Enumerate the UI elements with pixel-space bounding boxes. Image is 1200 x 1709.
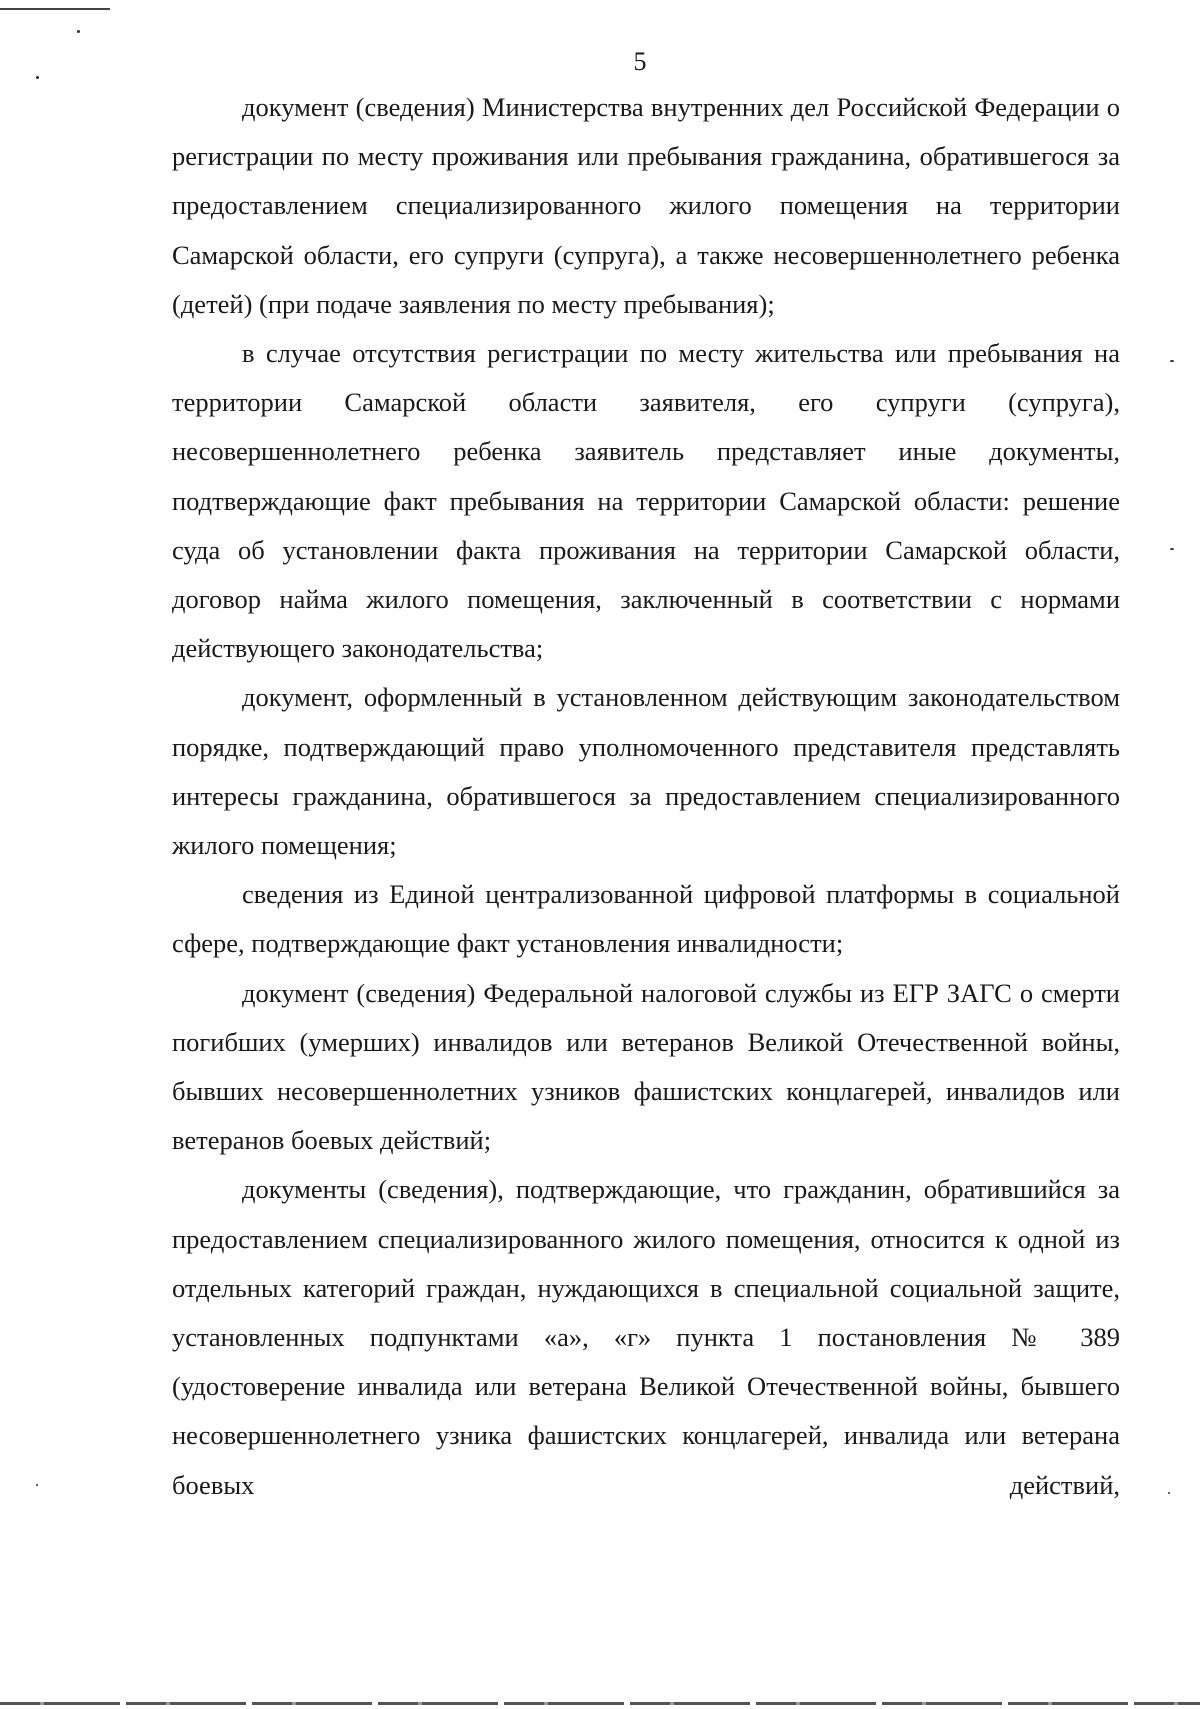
scan-speck bbox=[1170, 360, 1174, 362]
paragraph-disability-info: сведения из Единой централизованной цифровой платформы в социальной сфере, подтверждающие факт установления инвалидности; bbox=[172, 879, 1120, 959]
page-number: 5 bbox=[633, 47, 647, 76]
scan-speck bbox=[36, 1484, 38, 1486]
scan-artifact-line bbox=[0, 1702, 1200, 1705]
scan-speck bbox=[36, 76, 39, 79]
paragraph-mvd-registration: документ (сведения) Министерства внутренних дел Российской Федерации о регистрации по месту проживания или пребывания гражданина, обратившегося за предоставлением специализированного жилого помещения на территории Самарской области, его супруги (супруга), а также несовершеннолетнего ребенка (детей) (при подаче заявления по месту пребывания); bbox=[172, 92, 1120, 319]
scan-artifact-line bbox=[0, 8, 110, 10]
scan-speck bbox=[1170, 548, 1174, 550]
scan-speck bbox=[1168, 1492, 1170, 1494]
paragraph-fns-zags: документ (сведения) Федеральной налоговой службы из ЕГР ЗАГС о смерти погибших (умерших) инвалидов или ветеранов Великой Отечественной войны, бывших несовершеннолетних узников фашистских концлагерей, инвалидов или ветеранов боевых действий; bbox=[172, 977, 1120, 1156]
paragraph-representative-authority: документ, оформленный в установленном действующим законодательством порядке, подтверждающий право уполномоченного представителя представлять интересы гражданина, обратившегося за предоставлением специализированного жилого помещения; bbox=[172, 682, 1120, 861]
scan-speck bbox=[77, 30, 80, 33]
paragraph-no-registration: в случае отсутствия регистрации по месту жительства или пребывания на территории Самарской области заявителя, его супруги (супруга), несовершеннолетнего ребенка заявитель представляет иные документы, подтверждающие факт пребывания на территории Самарской области: решение суда об установлении факта проживания на территории Самарской области, договор найма жилого помещения, заключенный в соответствии с нормами действующего законодательства; bbox=[172, 338, 1120, 664]
paragraph-category-documents: документы (сведения), подтверждающие, что гражданин, обратившийся за предоставлением специализированного жилого помещения, относится к одной из отдельных категорий граждан, нуждающихся в специальной социальной защите, установленных подпунктами «а», «г» пункта 1 постановления № 389 (удостоверение инвалида или ветерана Великой Отечественной войны, бывшего несовершеннолетнего узника фашистских концлагерей, инвалида или ветерана боевых действий, bbox=[172, 1174, 1120, 1500]
document-body bbox=[172, 83, 1120, 1510]
